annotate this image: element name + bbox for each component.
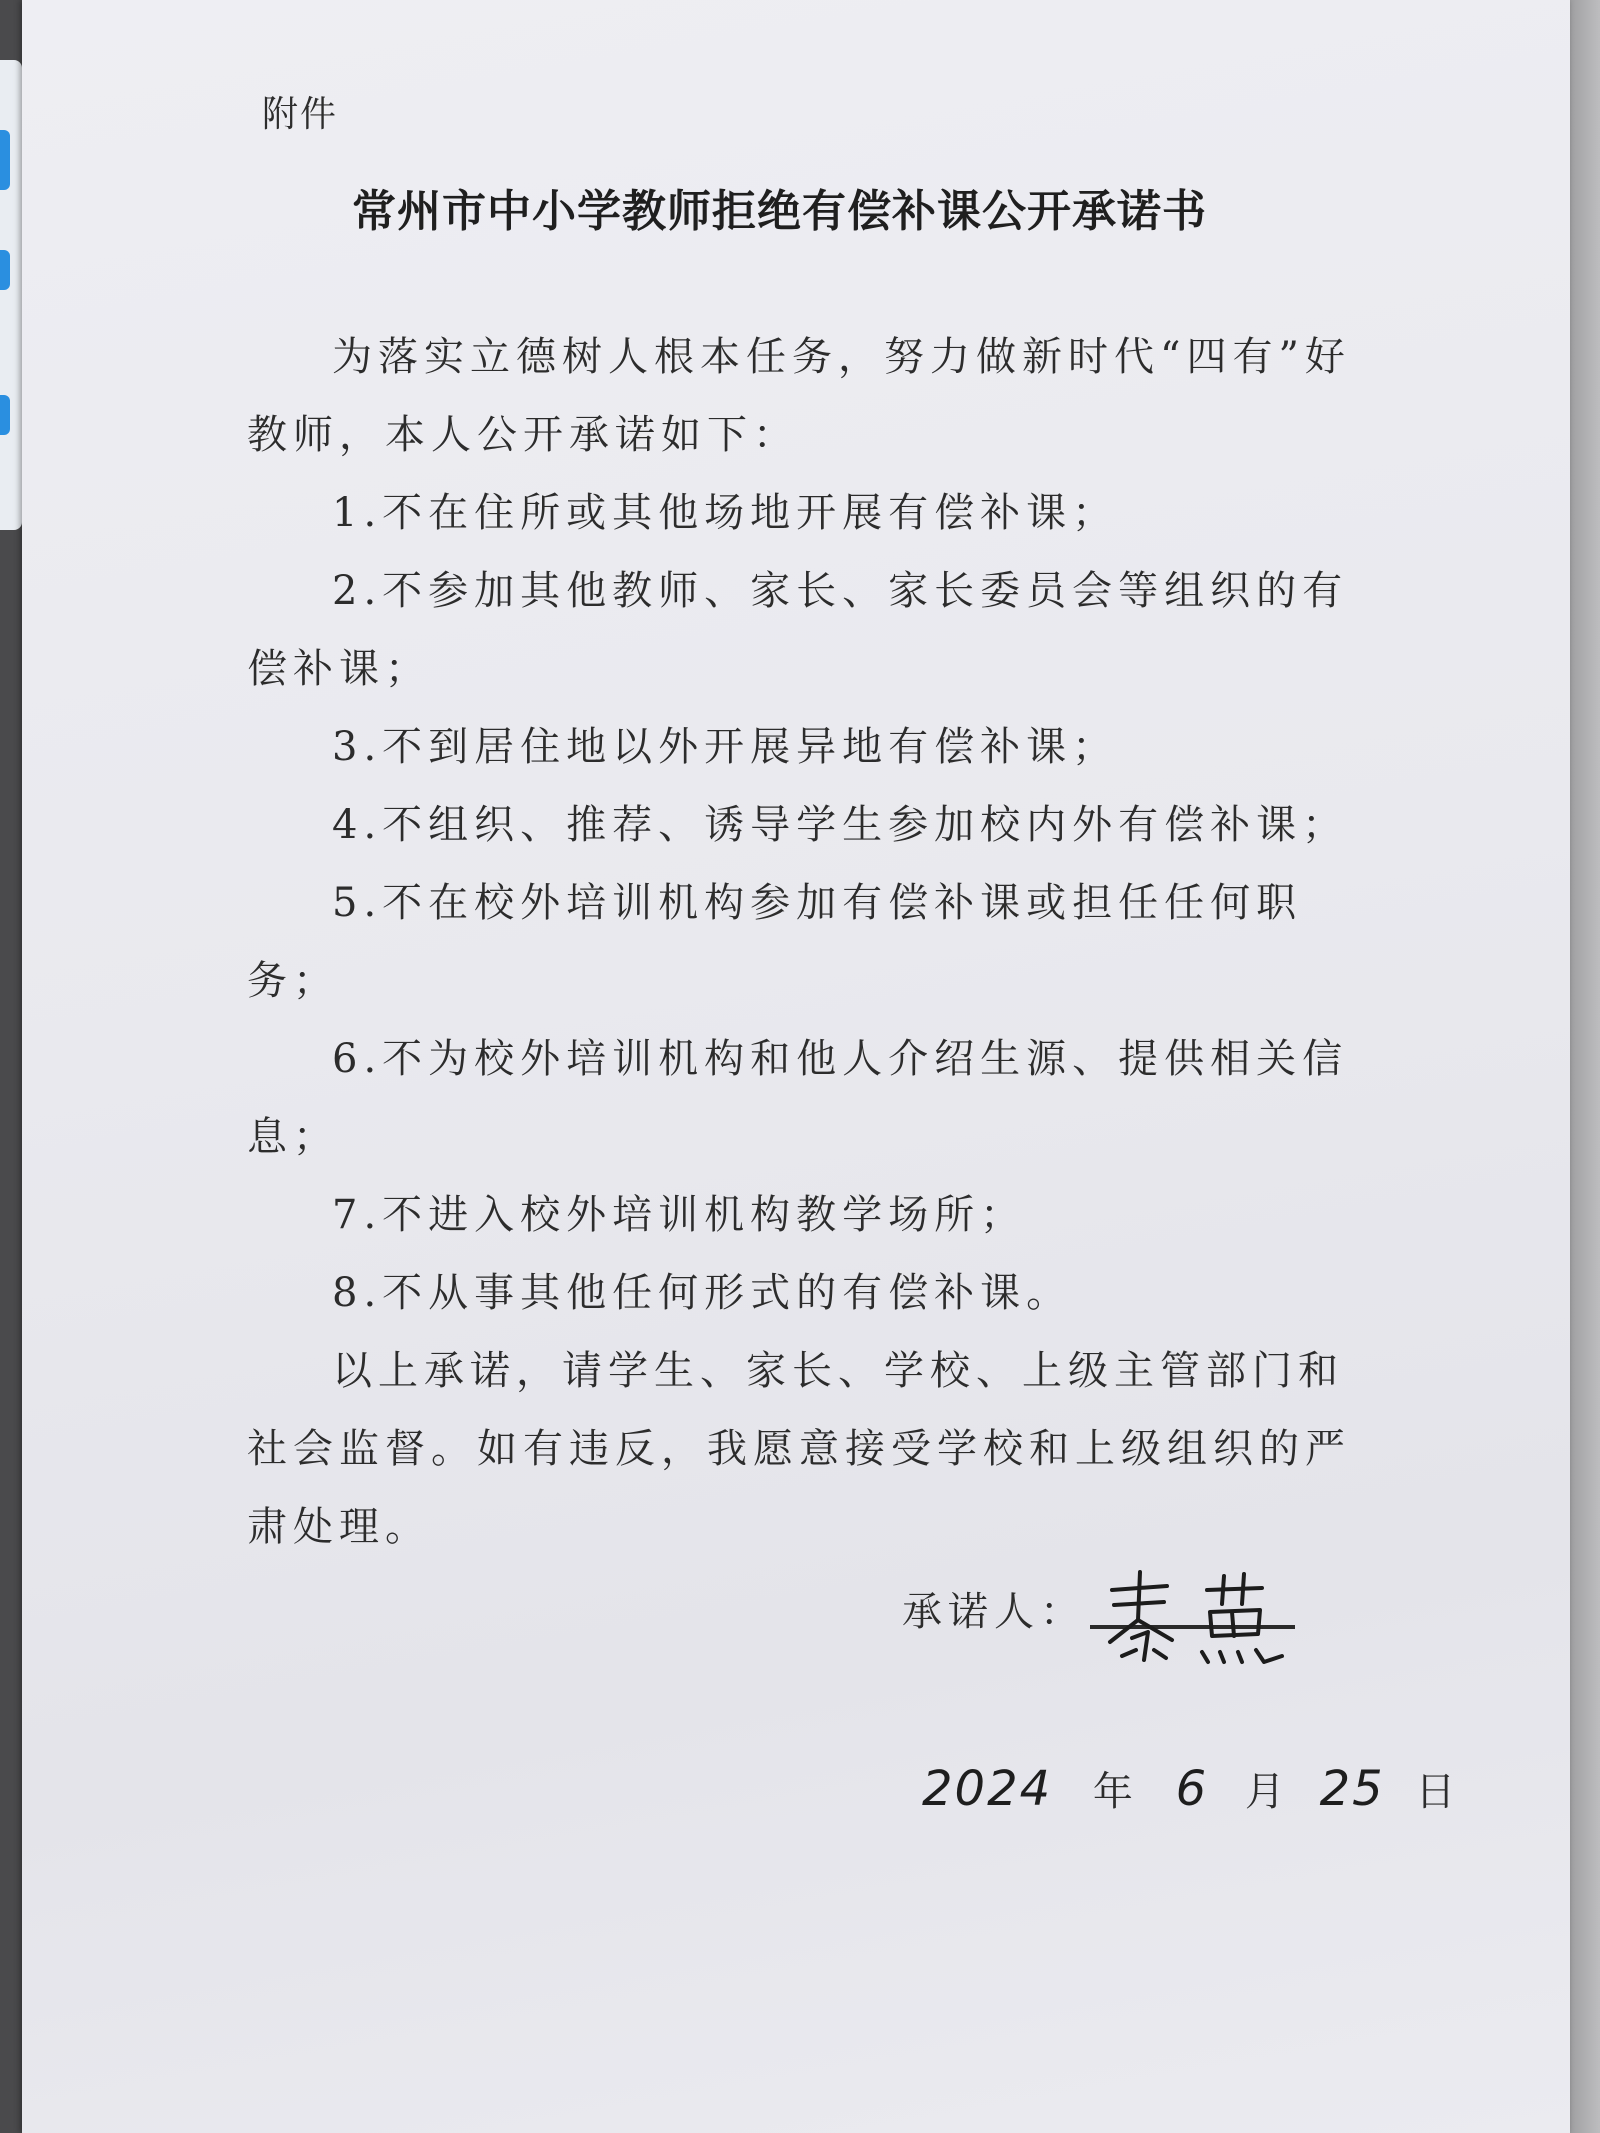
closing-paragraph: 以上承诺，请学生、家长、学校、上级主管部门和社会监督。如有违反，我愿意接受学校和上级组织的严肃处理。: [247, 1348, 1351, 1550]
device-blue-element: [0, 395, 10, 435]
date-year-unit: 年: [1092, 1769, 1139, 1815]
commitment-item-2: 2.不参加其他教师、家长、家长委员会等组织的有偿补课；: [247, 568, 1349, 692]
commitment-item-1: 1.不在住所或其他场地开展有偿补课；: [332, 490, 1119, 536]
device-blue-element: [0, 130, 10, 190]
date-year: 2024: [922, 1761, 1053, 1817]
device-blue-element: [0, 250, 10, 290]
date-row: [922, 1760, 1461, 1817]
date-month: 6: [1175, 1761, 1209, 1817]
commitment-item-3: 3.不到居住地以外开展异地有偿补课；: [332, 724, 1119, 770]
commitment-item-6: 6.不为校外培训机构和他人介绍生源、提供相关信息；: [247, 1036, 1349, 1160]
document-title: 常州市中小学教师拒绝有偿补课公开承诺书: [352, 186, 1207, 237]
commitment-item-7: 7.不进入校外培训机构教学场所；: [332, 1192, 1027, 1238]
handwritten-signature: [1092, 1560, 1322, 1680]
commitment-item-8: 8.不从事其他任何形式的有偿补课。: [332, 1270, 1073, 1316]
paper-sheet: [22, 0, 1570, 2133]
intro-paragraph: 为落实立德树人根本任务，努力做新时代“四有”好教师，本人公开承诺如下：: [247, 334, 1351, 458]
date-month-unit: 月: [1244, 1769, 1291, 1815]
commitment-item-4: 4.不组织、推荐、诱导学生参加校内外有偿补课；: [332, 802, 1349, 848]
attachment-label: 附件: [262, 94, 339, 135]
commitment-item-5: 5.不在校外培训机构参加有偿补课或担任任何职务；: [247, 880, 1303, 1004]
date-day: 25: [1319, 1761, 1385, 1817]
device-edge: [0, 60, 22, 530]
document-body: [247, 318, 1387, 1566]
signer-label: 承诺人：: [902, 1589, 1086, 1635]
date-day-unit: 日: [1415, 1769, 1462, 1815]
